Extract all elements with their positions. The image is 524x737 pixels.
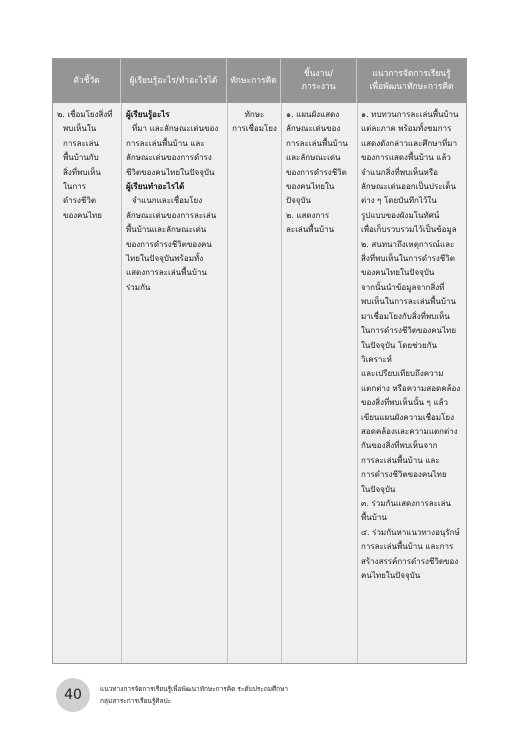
header-indicator-label: ตัวชี้วัด [73, 75, 100, 86]
cell-line: ของคนไทยในปัจจุบัน [361, 268, 435, 278]
cell-line: การละเล่นพื้นบ้าน และ [361, 455, 440, 465]
cell-line: สอดคล้องและความแตกต่าง [361, 426, 458, 436]
header-learning [121, 59, 227, 103]
cell-line: การเชื่อมโยง [232, 124, 277, 134]
cell-line: ไทยในปัจจุบันพร้อมทั้ง [126, 254, 204, 264]
cell-line: คนไทยในปัจจุบัน [361, 571, 421, 580]
header-task-line1: ชิ้นงาน/ [303, 69, 334, 79]
cell-line: การละเล่นพื้นบ้าน และการ [361, 542, 454, 552]
cell-line: ๒. แสดงการ [286, 210, 330, 220]
cell-line: ในปัจจุบัน โดยช่วยกันวิเคราะห์ [361, 340, 438, 364]
cell-line: ต่าง ๆ โดยบันทึกไว้ใน [361, 196, 437, 206]
cell-line: ๓. ร่วมกันแสดงการละเล่น [361, 498, 452, 508]
cell-line: ๑. แผนผังแสดง [286, 110, 340, 119]
footer-line1: แนวทางการจัดการเรียนรู้เพื่อพัฒนาทักษะการคิด ระดับประถมศึกษา [100, 685, 289, 693]
cell-line: ๒. เชื่อมโยงสิ่งที่ [57, 110, 113, 119]
cell-line: พบเห็นในการละเล่นพื้นบ้าน [361, 297, 456, 307]
cell-line: ดำรงชีวิต [63, 196, 97, 206]
curriculum-table [52, 58, 467, 664]
cell-learning [126, 108, 226, 295]
cell-line: สิ่งที่พบเห็น [63, 167, 101, 177]
can-do-heading: ผู้เรียนทำอะไรได้ [126, 182, 185, 192]
cell-line: ของสิ่งที่พบเห็นนั้น ๆ แล้ว [361, 398, 448, 408]
cell-indicator [57, 108, 119, 223]
cell-line: แสดงดังกล่าวและศึกษาที่มา [361, 138, 458, 148]
column-divider [281, 103, 282, 663]
header-approach [357, 59, 466, 103]
cell-line: มาเชื่อมโยงกับสิ่งที่พบเห็น [361, 311, 450, 321]
cell-task [286, 108, 356, 238]
cell-line: ๒. สนทนาถึงเหตุการณ์และ [361, 239, 455, 249]
cell-line: ๑. ทบทวนการละเล่นพื้นบ้าน [361, 110, 459, 119]
cell-line: ลักษณะเด่นของการละเล่น [126, 210, 217, 220]
cell-line: รูปแบบของผังมโนทัศน์ [361, 210, 440, 220]
column-divider [121, 103, 122, 663]
page-number: 40 [64, 687, 82, 703]
footer-line2: กลุ่มสาระการเรียนรู้ศิลปะ [100, 697, 172, 705]
header-thinking-skill [227, 59, 281, 103]
cell-line: และเปรียบเทียบถึงความ [361, 369, 444, 379]
cell-line: การละเล่นพื้นบ้าน และ [126, 138, 205, 148]
cell-line: ของการดำรงชีวิตของคน [126, 239, 212, 249]
cell-line: แตกต่าง หรือความสอดคล้อง [361, 383, 461, 393]
cell-line: และลักษณะเด่น [286, 153, 341, 163]
cell-approach [361, 108, 465, 583]
cell-line: ละเล่นพื้นบ้าน [286, 225, 335, 235]
cell-line: ในการดำรงชีวิตของคนไทย [361, 326, 456, 336]
header-learning-label: ผู้เรียนรู้อะไร/ทำอะไรได้ [129, 75, 218, 86]
page-number-badge [56, 678, 90, 712]
cell-line: สร้างสรรค์การดำรงชีวิตของ [361, 556, 459, 566]
cell-line: ของคนไทย [63, 210, 102, 220]
cell-line: ของการดำรงชีวิต [286, 167, 347, 177]
header-approach-line2: เพื่อพัฒนาทักษะการคิด [369, 82, 454, 92]
footer-caption [100, 683, 288, 707]
cell-line: เพื่อเก็บรวบรวมไว้เป็นข้อมูล [361, 225, 457, 235]
cell-thinking-skill [228, 108, 281, 137]
cell-line: การดำรงชีวิตของคนไทย [361, 470, 447, 480]
cell-line: ในปัจจุบัน [361, 484, 396, 494]
learn-what-heading: ผู้เรียนรู้อะไร [126, 110, 170, 119]
cell-line: พื้นบ้านและลักษณะเด่น [126, 225, 207, 235]
cell-line: แสดงการละเล่นพื้นบ้าน [126, 268, 207, 278]
cell-line: ในการ [63, 182, 87, 192]
cell-line: ของคนไทยใน [286, 182, 335, 192]
header-task-line2: ภาระงาน [301, 82, 336, 92]
cell-line: จากนั้นนำข้อมูลจากสิ่งที่ [361, 282, 445, 292]
cell-line: ลักษณะเด่นออกเป็นประเด็น [361, 182, 456, 192]
cell-line: กันของสิ่งที่พบเห็นจาก [361, 441, 438, 451]
cell-line: การละเล่นพื้นบ้าน [286, 138, 348, 148]
cell-line: ชีวิตของคนไทยในปัจจุบัน [126, 167, 215, 177]
cell-line: ลักษณะเด่นของ [286, 124, 341, 134]
cell-line: จำแนกและเชื่อมโยง [132, 196, 203, 206]
cell-line: ๔. ร่วมกันหาแนวทางอนุรักษ์ [361, 527, 460, 537]
cell-line: ลักษณะเด่นของการดำรง [126, 153, 212, 163]
cell-line: พื้นบ้านกับ [63, 153, 99, 163]
cell-line: ทักษะ [244, 110, 265, 119]
cell-line: แต่ละภาค พร้อมทั้งชมการ [361, 124, 452, 134]
cell-line: ปัจจุบัน [286, 196, 311, 206]
table-header [53, 59, 466, 103]
header-task [281, 59, 357, 103]
cell-line: จำแนกสิ่งที่พบเห็นหรือ [361, 167, 438, 177]
cell-line: ที่มา และลักษณะเด่นของ [132, 124, 219, 134]
cell-line: สิ่งที่พบเห็นในการดำรงชีวิต [361, 254, 455, 264]
cell-line: เขียนแผนผังความเชื่อมโยง [361, 412, 455, 422]
cell-line: พื้นบ้าน [361, 513, 387, 523]
column-divider [357, 103, 358, 663]
header-indicator [53, 59, 121, 103]
cell-line: ของการแสดงพื้นบ้าน แล้ว [361, 153, 451, 163]
header-thinking-skill-label: ทักษะการคิด [230, 75, 277, 86]
cell-line: การละเล่น [63, 138, 99, 148]
column-divider [227, 103, 228, 663]
cell-line: ร่วมกัน [126, 282, 151, 292]
cell-line: พบเห็นใน [63, 124, 97, 134]
header-approach-line1: แนวการจัดการเรียนรู้ [372, 69, 451, 79]
